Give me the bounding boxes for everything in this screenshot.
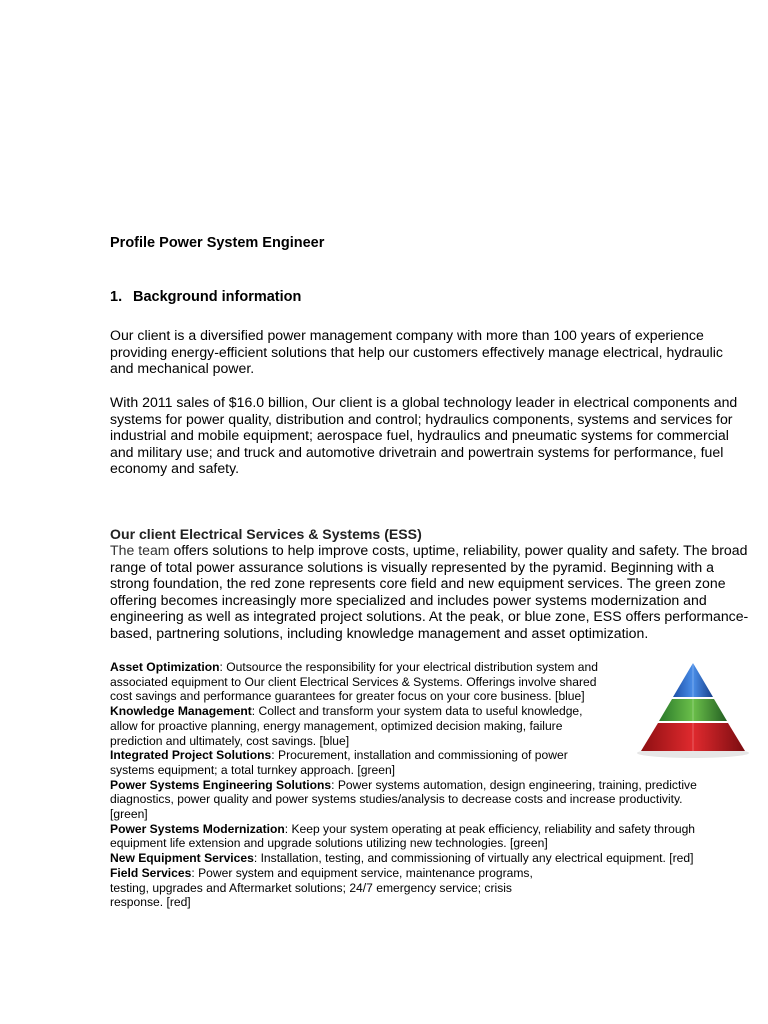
section-number: 1. xyxy=(110,289,123,305)
offering-description: equipment life extension and upgrade solutions utilizing new technologies. [green] xyxy=(110,836,548,851)
paragraph-ess xyxy=(110,542,750,642)
document-title: Profile Power System Engineer xyxy=(110,235,325,251)
offering-line xyxy=(110,866,750,881)
offering-description: systems equipment; a total turnkey approach. [green] xyxy=(110,762,396,777)
offering-name: Asset Optimization xyxy=(110,660,220,674)
offering-line xyxy=(110,851,750,866)
pyramid-diagram xyxy=(633,659,751,759)
offering-name: Knowledge Management xyxy=(110,704,252,719)
offering-description: prediction and ultimately, cost savings. [blue] xyxy=(110,733,350,748)
offering-description: : Outsource the responsibility for your electrical distribution system and xyxy=(219,660,598,674)
offering-name: Power Systems Modernization xyxy=(110,821,285,836)
offering-name: Field Services xyxy=(110,865,192,880)
offering-line xyxy=(110,881,750,896)
offering-description: associated equipment to Our client Electrical Services & Systems. Offerings involve shared xyxy=(110,674,597,689)
offering-name: New Equipment Services xyxy=(110,851,254,866)
offering-line xyxy=(110,778,750,793)
paragraph-company-overview: Our client is a diversified power management company with more than 100 years of experience providing energy-efficient solutions that help our customers effectively manage electrical, hydraulic and mechanical power. xyxy=(110,327,723,377)
offering-description: [green] xyxy=(110,807,148,822)
section-heading xyxy=(110,289,301,305)
offering-name: Integrated Project Solutions xyxy=(110,748,272,763)
offering-line xyxy=(110,822,750,837)
offering-description: : Power system and equipment service, maintenance programs, xyxy=(191,865,533,880)
ess-heading: Our client Electrical Services & Systems (ESS) xyxy=(110,526,422,542)
ess-paragraph-text: offers solutions to help improve costs, uptime, reliability, power quality and safety. The broad range of total power assurance solutions is visually represented by the pyramid. Beginning with a strong foundation, the red zone represents core field and new equipment services. The green zone offering becomes increasingly more specialized and includes power systems modernization and engineering as well as integrated project solutions. At the peak, or blue zone, ESS offers performance-based, partnering solutions, including knowledge management and asset optimization. xyxy=(110,542,749,641)
offering-description: : Procurement, installation and commissioning of power xyxy=(271,748,568,763)
offering-name: Power Systems Engineering Solutions xyxy=(110,777,332,792)
offering-description: allow for proactive planning, energy management, optimized decision making, failure xyxy=(110,718,563,733)
offering-description: : Keep your system operating at peak efficiency, reliability and safety through xyxy=(284,821,696,836)
offering-line xyxy=(110,836,750,851)
section-title: Background information xyxy=(133,289,302,305)
offering-description: diagnostics, power quality and power systems studies/analysis to decrease costs and increase productivity. xyxy=(110,792,683,807)
ess-team-label: The team xyxy=(110,542,170,558)
offering-line xyxy=(110,895,750,910)
offering-description: response. [red] xyxy=(110,895,191,910)
offering-line xyxy=(110,763,750,778)
offering-description: : Power systems automation, design engineering, training, predictive xyxy=(331,777,697,792)
offering-line xyxy=(110,807,750,822)
offering-description: cost savings and performance guarantees for greater focus on your core business. [blue] xyxy=(110,689,585,704)
offering-description: : Collect and transform your system data to useful knowledge, xyxy=(251,704,583,719)
offering-description: : Installation, testing, and commissioning of virtually any electrical equipment. [red] xyxy=(253,851,694,866)
paragraph-sales: With 2011 sales of $16.0 billion, Our client is a global technology leader in electrical components and systems for power quality, distribution and control; hydraulics components, systems and services for industrial and mobile equipment; aerospace fuel, hydraulics and pneumatic systems for commercial and military use; and truck and automotive drivetrain and powertrain systems for performance, fuel economy and safety. xyxy=(110,394,738,477)
offering-description: testing, upgrades and Aftermarket solutions; 24/7 emergency service; crisis xyxy=(110,880,512,895)
offering-line xyxy=(110,792,750,807)
